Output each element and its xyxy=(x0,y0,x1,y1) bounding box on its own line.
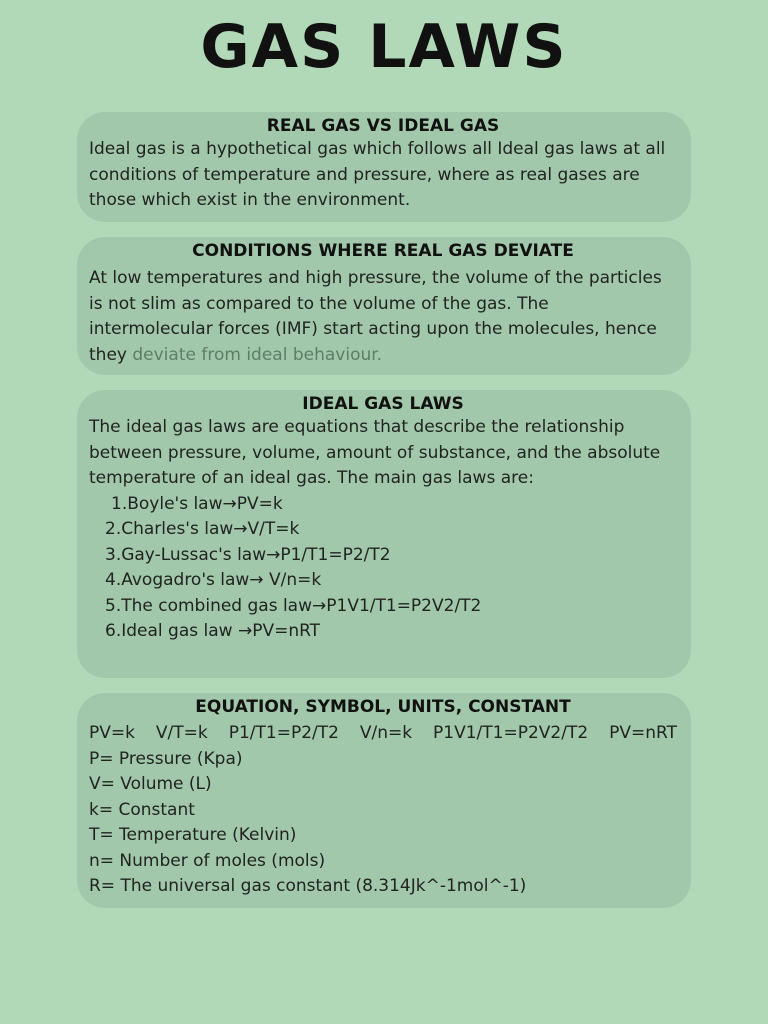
definition-line: V= Volume (L) xyxy=(89,774,212,794)
equation: P1V1/T1=P2V2/T2 xyxy=(433,723,589,743)
list-item: 2.Charles's law→V/T=k xyxy=(105,519,300,539)
card-body xyxy=(89,266,677,368)
page-title: GAS LAWS xyxy=(200,12,568,82)
definition-line: R= The universal gas constant (8.314Jk^-1mol^-1) xyxy=(89,876,527,896)
card-real-vs-ideal xyxy=(77,112,691,222)
list-item: 6.Ideal gas law →PV=nRT xyxy=(105,621,321,641)
gas-law-list xyxy=(89,492,677,645)
list-item: 4.Avogadro's law→ V/n=k xyxy=(105,570,322,590)
card-body: Ideal gas is a hypothetical gas which follows all Ideal gas laws at all conditions of temperature and pressure, where as real gases are those which exist in the environment. xyxy=(89,139,666,210)
definition-line: T= Temperature (Kelvin) xyxy=(89,825,297,845)
card-heading: REAL GAS VS IDEAL GAS xyxy=(266,116,500,136)
card-body-text: At low temperatures and high pressure, the volume of the particles is not slim as compared to the volume of the gas. The intermolecular forces (IMF) start acting upon the molecules, hence they xyxy=(89,268,662,365)
equation: V/T=k xyxy=(155,723,208,743)
list-item: 5.The combined gas law→P1V1/T1=P2V2/T2 xyxy=(105,595,482,616)
card-heading: CONDITIONS WHERE REAL GAS DEVIATE xyxy=(192,241,574,261)
card-ideal-gas-laws xyxy=(77,390,691,678)
definition-line: P= Pressure (Kpa) xyxy=(89,748,243,769)
card-deviation-conditions xyxy=(77,237,691,375)
card-equations-symbols xyxy=(77,693,691,908)
definition-line: k= Constant xyxy=(89,799,195,820)
equation: V/n=k xyxy=(359,723,413,743)
card-heading: IDEAL GAS LAWS xyxy=(302,394,464,414)
card-body-highlight: deviate from ideal behaviour. xyxy=(132,344,383,365)
equation: PV=k xyxy=(89,723,135,743)
card-body: The ideal gas laws are equations that describe the relationship between pressure, volume, amount of substance, and the absolute temperature of an ideal gas. The main gas laws are: xyxy=(89,417,661,488)
equation: P1/T1=P2/T2 xyxy=(228,723,339,743)
equation: PV=nRT xyxy=(609,723,677,743)
definition-line: n= Number of moles (mols) xyxy=(89,850,326,871)
list-item: 3.Gay-Lussac's law→P1/T1=P2/T2 xyxy=(105,544,391,565)
equation-row xyxy=(89,721,677,747)
card-heading: EQUATION, SYMBOL, UNITS, CONSTANT xyxy=(195,697,571,717)
list-item: 1.Boyle's law→PV=k xyxy=(111,493,283,514)
